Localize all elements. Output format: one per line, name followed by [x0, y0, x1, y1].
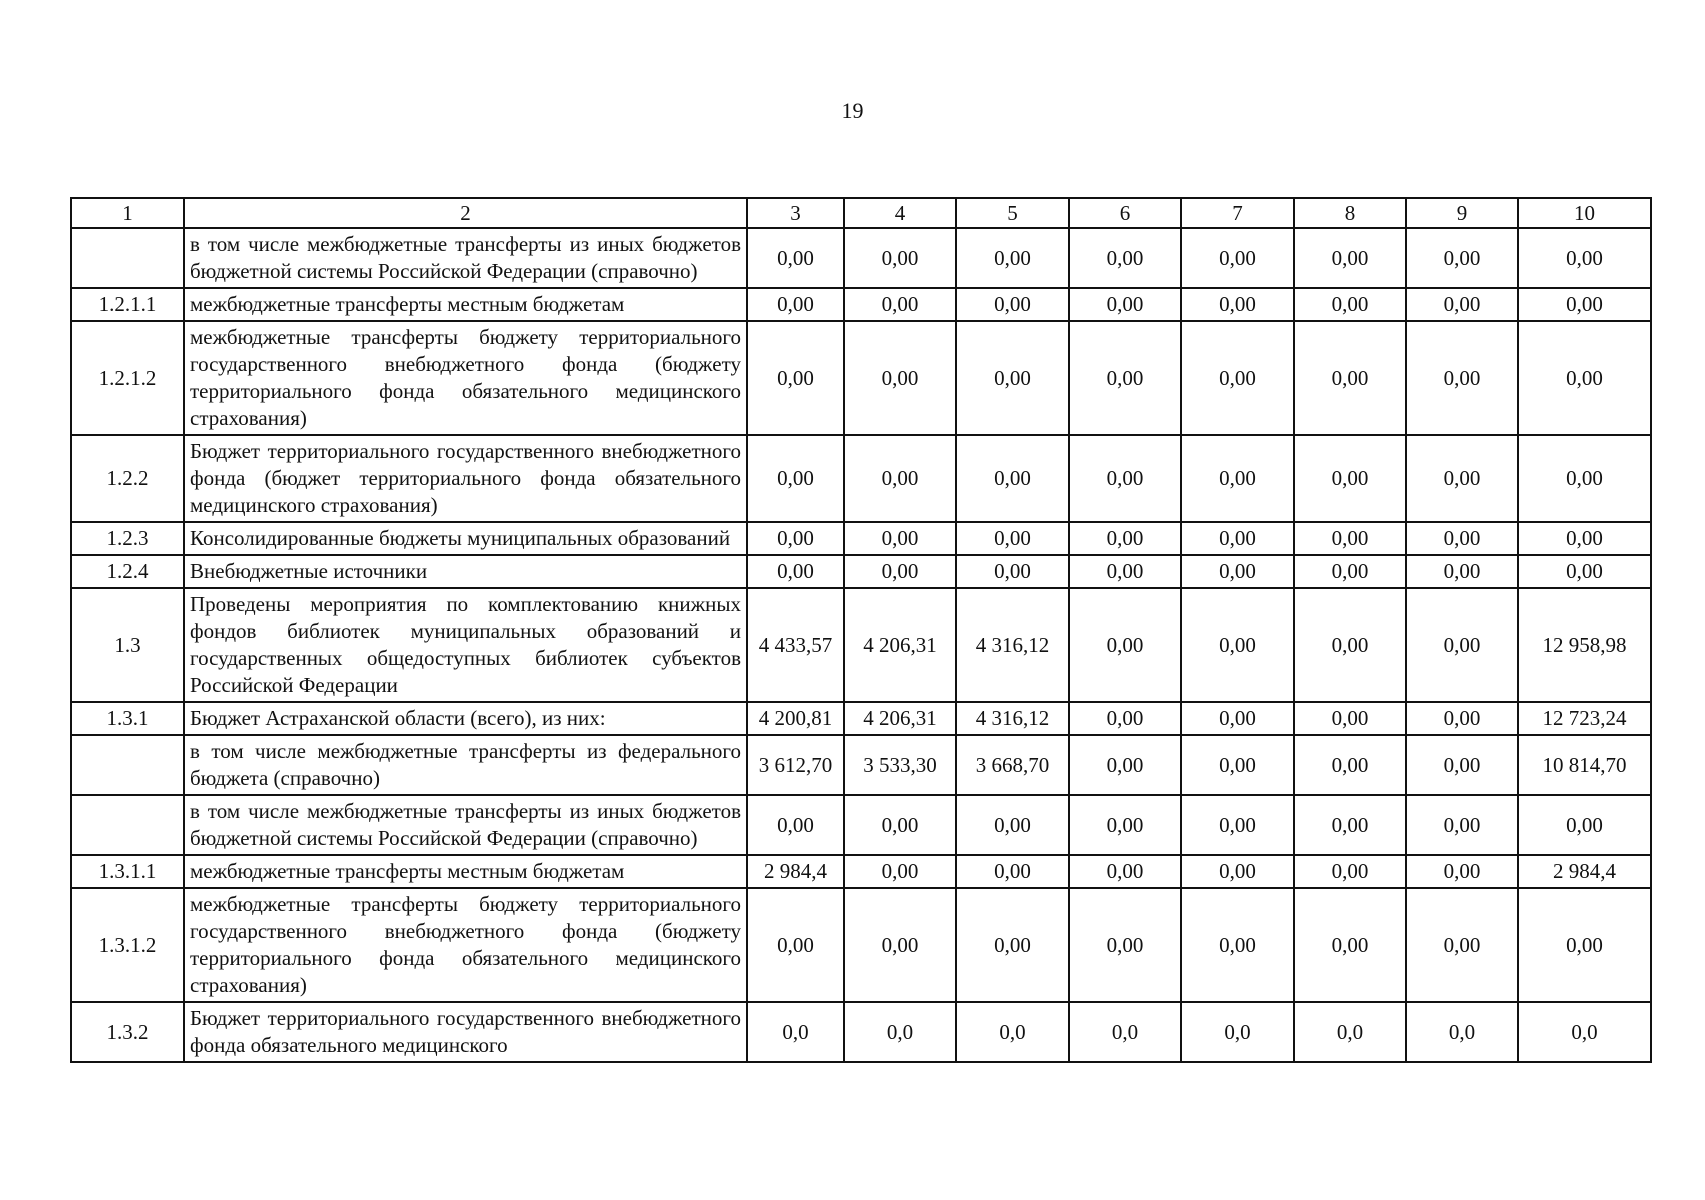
- value-cell: 0,00: [1181, 288, 1294, 321]
- value-cell: 0,00: [1518, 888, 1651, 1002]
- value-cell: 4 200,81: [747, 702, 844, 735]
- row-description: Бюджет территориального государственного внебюджетного фонда обязательного медицинского: [184, 1002, 747, 1062]
- value-cell: 0,00: [844, 435, 956, 522]
- table-row: [71, 522, 1651, 555]
- row-code: 1.2.4: [71, 555, 184, 588]
- value-cell: 3 668,70: [956, 735, 1069, 795]
- column-header: 5: [956, 198, 1069, 228]
- column-header: 1: [71, 198, 184, 228]
- value-cell: 0,00: [1181, 888, 1294, 1002]
- table-row: [71, 855, 1651, 888]
- value-cell: 0,00: [956, 321, 1069, 435]
- header-row: [71, 198, 1651, 228]
- value-cell: 0,00: [844, 228, 956, 288]
- value-cell: 0,00: [1069, 288, 1181, 321]
- value-cell: 0,00: [747, 522, 844, 555]
- table-row: [71, 588, 1651, 702]
- table-row: [71, 702, 1651, 735]
- value-cell: 0,00: [1406, 288, 1518, 321]
- row-description: Внебюджетные источники: [184, 555, 747, 588]
- value-cell: 0,00: [956, 435, 1069, 522]
- column-header: 7: [1181, 198, 1294, 228]
- value-cell: 0,0: [1181, 1002, 1294, 1062]
- value-cell: 0,00: [1294, 228, 1406, 288]
- row-description: Бюджет территориального государственного внебюджетного фонда (бюджет территориального фонда обязательного медицинского страхования): [184, 435, 747, 522]
- value-cell: 0,00: [1406, 795, 1518, 855]
- value-cell: 0,00: [1069, 702, 1181, 735]
- value-cell: 0,00: [1294, 588, 1406, 702]
- value-cell: 0,00: [1406, 855, 1518, 888]
- value-cell: 0,0: [1294, 1002, 1406, 1062]
- value-cell: 0,00: [1294, 795, 1406, 855]
- row-description: в том числе межбюджетные трансферты из федерального бюджета (справочно): [184, 735, 747, 795]
- table-row: [71, 288, 1651, 321]
- table-row: [71, 1002, 1651, 1062]
- table-row: [71, 888, 1651, 1002]
- value-cell: 0,00: [1069, 555, 1181, 588]
- value-cell: 12 958,98: [1518, 588, 1651, 702]
- row-description: межбюджетные трансферты бюджету территориального государственного внебюджетного фонда (бюджету территориального фонда обязательного медицинского страхования): [184, 888, 747, 1002]
- value-cell: 0,00: [1294, 435, 1406, 522]
- page-number: 19: [841, 98, 864, 123]
- value-cell: 0,0: [844, 1002, 956, 1062]
- value-cell: 3 612,70: [747, 735, 844, 795]
- value-cell: 0,00: [1406, 588, 1518, 702]
- column-header: 9: [1406, 198, 1518, 228]
- row-code: 1.3.2: [71, 1002, 184, 1062]
- value-cell: 0,0: [1518, 1002, 1651, 1062]
- value-cell: 10 814,70: [1518, 735, 1651, 795]
- value-cell: 0,00: [844, 855, 956, 888]
- value-cell: 0,00: [1518, 795, 1651, 855]
- column-header: 8: [1294, 198, 1406, 228]
- row-description: межбюджетные трансферты бюджету территориального государственного внебюджетного фонда (бюджету территориального фонда обязательного медицинского страхования): [184, 321, 747, 435]
- value-cell: 0,00: [844, 321, 956, 435]
- value-cell: 0,00: [1518, 522, 1651, 555]
- value-cell: 0,00: [956, 555, 1069, 588]
- value-cell: 0,00: [1294, 555, 1406, 588]
- value-cell: 0,00: [1294, 888, 1406, 1002]
- value-cell: 0,00: [844, 795, 956, 855]
- column-header: 4: [844, 198, 956, 228]
- table-row: [71, 735, 1651, 795]
- value-cell: 0,00: [1406, 228, 1518, 288]
- value-cell: 0,00: [956, 795, 1069, 855]
- value-cell: 0,00: [844, 555, 956, 588]
- value-cell: 0,00: [956, 855, 1069, 888]
- value-cell: 0,00: [1518, 228, 1651, 288]
- value-cell: 0,00: [1406, 702, 1518, 735]
- table-row: [71, 795, 1651, 855]
- table-row: [71, 228, 1651, 288]
- value-cell: 4 316,12: [956, 588, 1069, 702]
- table-row: [71, 435, 1651, 522]
- value-cell: 0,00: [1069, 321, 1181, 435]
- value-cell: 0,00: [1181, 321, 1294, 435]
- row-code: [71, 735, 184, 795]
- row-code: 1.2.1.2: [71, 321, 184, 435]
- value-cell: 0,00: [1294, 522, 1406, 555]
- value-cell: 0,00: [747, 888, 844, 1002]
- value-cell: 0,00: [1294, 288, 1406, 321]
- row-description: Консолидированные бюджеты муниципальных образований: [184, 522, 747, 555]
- value-cell: 0,00: [1518, 555, 1651, 588]
- row-description: Бюджет Астраханской области (всего), из них:: [184, 702, 747, 735]
- value-cell: 0,00: [747, 228, 844, 288]
- row-description: в том числе межбюджетные трансферты из иных бюджетов бюджетной системы Российской Федерации (справочно): [184, 795, 747, 855]
- value-cell: 0,00: [956, 228, 1069, 288]
- row-code: 1.3: [71, 588, 184, 702]
- value-cell: 0,00: [1518, 321, 1651, 435]
- value-cell: 0,00: [747, 435, 844, 522]
- value-cell: 0,00: [1181, 795, 1294, 855]
- value-cell: 0,00: [1406, 321, 1518, 435]
- value-cell: 0,00: [956, 288, 1069, 321]
- row-code: 1.3.1.1: [71, 855, 184, 888]
- column-header: 3: [747, 198, 844, 228]
- value-cell: 0,00: [1069, 888, 1181, 1002]
- column-header: 10: [1518, 198, 1651, 228]
- value-cell: 0,00: [747, 555, 844, 588]
- value-cell: 12 723,24: [1518, 702, 1651, 735]
- table-body: [71, 228, 1651, 1062]
- value-cell: 0,00: [1294, 735, 1406, 795]
- value-cell: 3 533,30: [844, 735, 956, 795]
- value-cell: 0,00: [1406, 435, 1518, 522]
- column-header: 2: [184, 198, 747, 228]
- value-cell: 0,0: [956, 1002, 1069, 1062]
- value-cell: 2 984,4: [747, 855, 844, 888]
- value-cell: 0,00: [1181, 588, 1294, 702]
- value-cell: 0,00: [1518, 288, 1651, 321]
- row-code: 1.3.1.2: [71, 888, 184, 1002]
- value-cell: 0,00: [1181, 702, 1294, 735]
- value-cell: 0,00: [1069, 795, 1181, 855]
- value-cell: 0,00: [1406, 735, 1518, 795]
- value-cell: 0,00: [844, 522, 956, 555]
- value-cell: 0,00: [1294, 702, 1406, 735]
- value-cell: 0,0: [1069, 1002, 1181, 1062]
- value-cell: 0,00: [844, 888, 956, 1002]
- value-cell: 0,00: [1406, 522, 1518, 555]
- value-cell: 0,00: [1069, 735, 1181, 795]
- value-cell: 0,00: [1181, 735, 1294, 795]
- value-cell: 0,00: [1406, 888, 1518, 1002]
- value-cell: 0,00: [747, 321, 844, 435]
- row-description: в том числе межбюджетные трансферты из иных бюджетов бюджетной системы Российской Федерации (справочно): [184, 228, 747, 288]
- row-code: 1.2.3: [71, 522, 184, 555]
- value-cell: 0,00: [1069, 522, 1181, 555]
- value-cell: 0,00: [956, 888, 1069, 1002]
- value-cell: 0,00: [747, 288, 844, 321]
- value-cell: 4 206,31: [844, 702, 956, 735]
- value-cell: 0,00: [1406, 555, 1518, 588]
- row-description: межбюджетные трансферты местным бюджетам: [184, 288, 747, 321]
- row-description: Проведены мероприятия по комплектованию книжных фондов библиотек муниципальных образований и государственных общедоступных библиотек субъектов Российской Федерации: [184, 588, 747, 702]
- value-cell: 0,00: [1181, 555, 1294, 588]
- value-cell: 0,00: [1069, 588, 1181, 702]
- value-cell: 0,00: [747, 795, 844, 855]
- value-cell: 2 984,4: [1518, 855, 1651, 888]
- value-cell: 4 206,31: [844, 588, 956, 702]
- row-code: 1.3.1: [71, 702, 184, 735]
- row-code: 1.2.2: [71, 435, 184, 522]
- row-code: [71, 228, 184, 288]
- value-cell: 0,00: [1181, 435, 1294, 522]
- column-header: 6: [1069, 198, 1181, 228]
- table-row: [71, 555, 1651, 588]
- value-cell: 0,00: [844, 288, 956, 321]
- value-cell: 0,00: [1518, 435, 1651, 522]
- value-cell: 0,00: [956, 522, 1069, 555]
- value-cell: 0,00: [1069, 228, 1181, 288]
- value-cell: 0,00: [1181, 522, 1294, 555]
- value-cell: 0,00: [1181, 228, 1294, 288]
- value-cell: 0,00: [1181, 855, 1294, 888]
- value-cell: 0,0: [1406, 1002, 1518, 1062]
- row-code: 1.2.1.1: [71, 288, 184, 321]
- row-description: межбюджетные трансферты местным бюджетам: [184, 855, 747, 888]
- value-cell: 0,00: [1294, 321, 1406, 435]
- value-cell: 0,0: [747, 1002, 844, 1062]
- row-code: [71, 795, 184, 855]
- value-cell: 0,00: [1294, 855, 1406, 888]
- value-cell: 4 316,12: [956, 702, 1069, 735]
- value-cell: 4 433,57: [747, 588, 844, 702]
- value-cell: 0,00: [1069, 435, 1181, 522]
- table-row: [71, 321, 1651, 435]
- value-cell: 0,00: [1069, 855, 1181, 888]
- budget-table: [70, 197, 1652, 1063]
